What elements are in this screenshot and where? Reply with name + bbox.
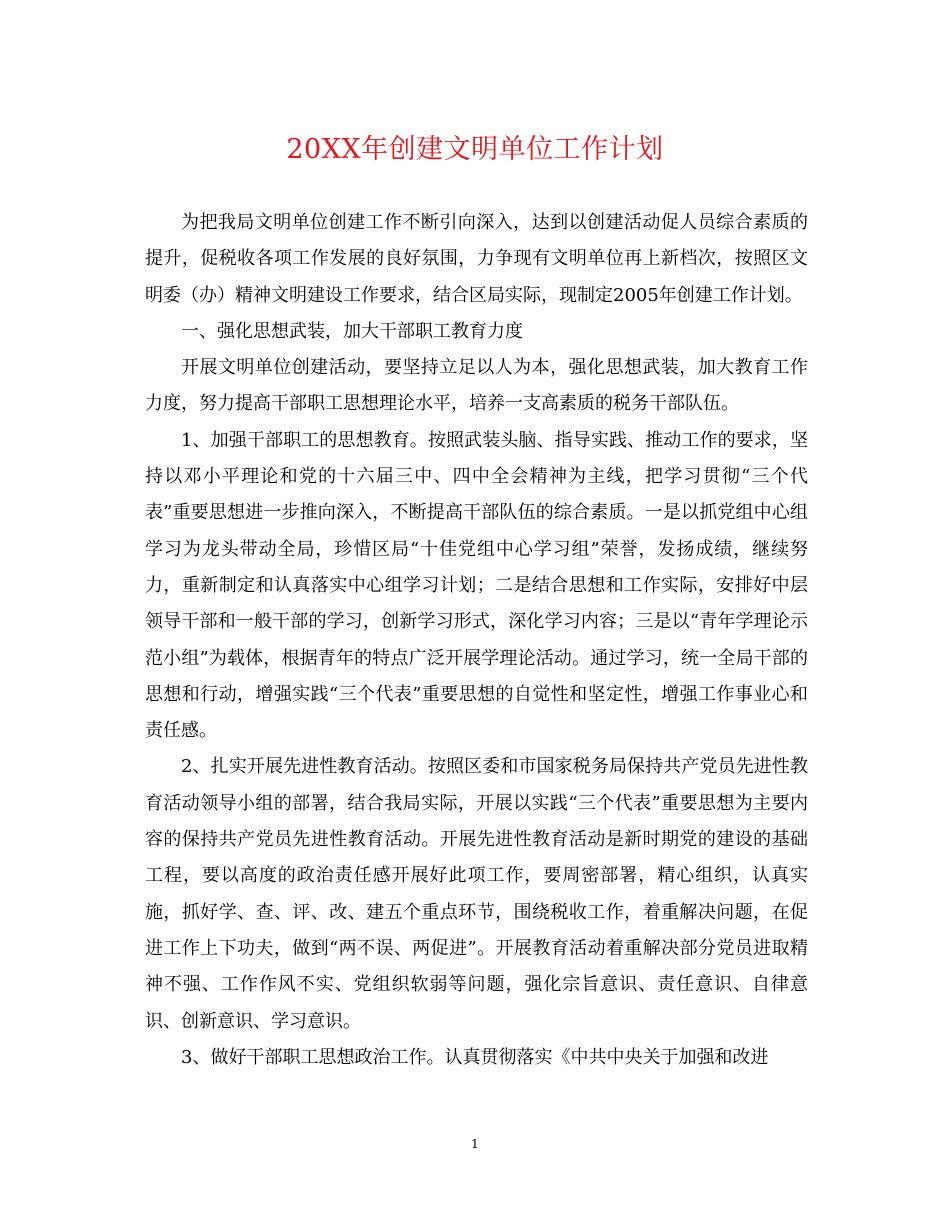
paragraph-section-1-intro: 开展文明单位创建活动，要坚持立足以人为本，强化思想武装，加大教育工作力度，努力提高干部职工思想理论水平，培养一支高素质的税务干部队伍。 <box>145 357 808 415</box>
document-body <box>145 205 808 1076</box>
paragraph-item-3: 3、做好干部职工思想政治工作。认真贯彻落实《中共中央关于加强和改进 <box>181 1046 769 1068</box>
document-title: 20XX年创建文明单位工作计划 <box>286 134 664 165</box>
section-heading-1: 一、强化思想武装，加大干部职工教育力度 <box>181 320 523 342</box>
paragraph-item-2: 2、扎实开展先进性教育活动。按照区委和市国家税务局保持共产党员先进性教育活动领导小组的部署，结合我局实际，开展以实践“三个代表”重要思想为主要内容的保持共产党员先进性教育活动。开展先进性教育活动是新时期党的建设的基础工程，要以高度的政治责任感开展好此项工作，要周密部署，精心组织，认真实施，抓好学、查、评、改、建五个重点环节，围绕税收工作，着重解决问题，在促进工作上下功夫，做到“两不误、两促进”。开展教育活动着重解决部分党员进取精神不强、工作作风不实、党组织软弱等问题，强化宗旨意识、责任意识、自律意识、创新意识、学习意识。 <box>145 756 808 1032</box>
paragraph-item-1: 1、加强干部职工的思想教育。按照武装头脑、指导实践、推动工作的要求，坚持以邓小平理论和党的十六届三中、四中全会精神为主线，把学习贯彻“三个代表”重要思想进一步推向深入，不断提高干部队伍的综合素质。一是以抓党组中心组学习为龙头带动全局，珍惜区局“十佳党组中心学习组”荣誉，发扬成绩，继续努力，重新制定和认真落实中心组学习计划；二是结合思想和工作实际，安排好中层领导干部和一般干部的学习，创新学习形式，深化学习内容；三是以“青年学理论示范小组”为载体，根据青年的特点广泛开展学理论活动。通过学习，统一全局干部的思想和行动，增强实践“三个代表”重要思想的自觉性和坚定性，增强工作事业心和责任感。 <box>145 429 808 742</box>
page-number: 1 <box>471 1137 479 1151</box>
paragraph-intro: 为把我局文明单位创建工作不断引向深入，达到以创建活动促人员综合素质的提升，促税收各项工作发展的良好氛围，力争现有文明单位再上新档次，按照区文明委（办）精神文明建设工作要求，结合区局实际，现制定2005年创建工作计划。 <box>145 212 808 306</box>
